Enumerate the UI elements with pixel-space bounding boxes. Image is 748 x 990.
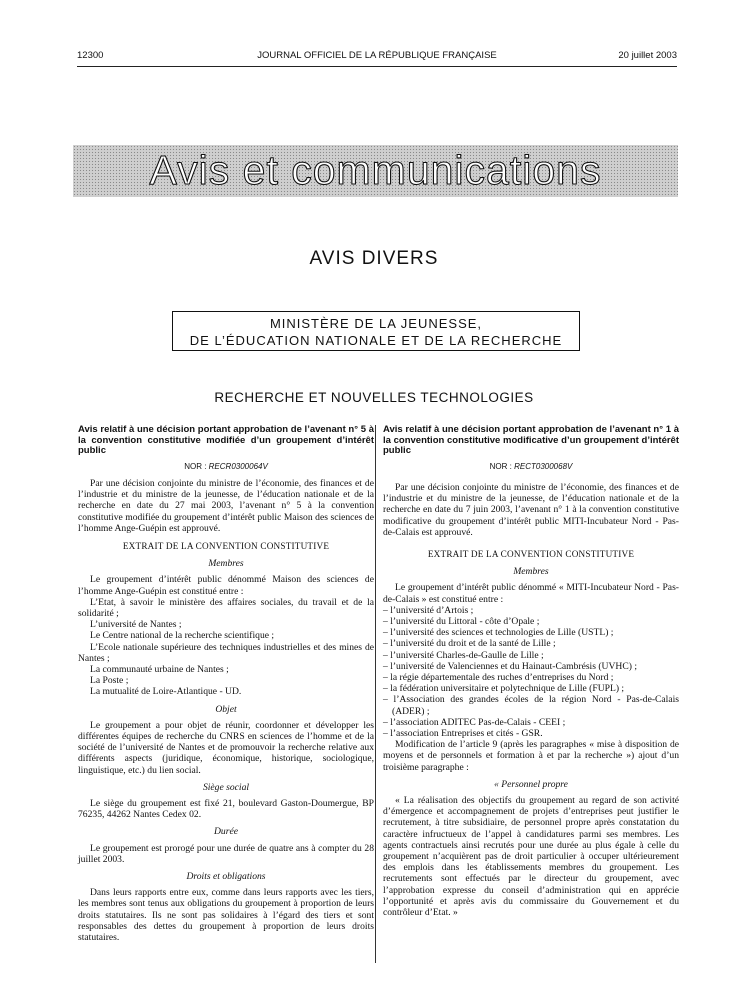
siege-title: Siège social: [202, 781, 250, 793]
left-column: [78, 425, 374, 943]
duree-text: Le groupement est prorogé pour une durée de quatre ans à compter du 28 juillet 2003.: [78, 842, 374, 865]
ministry-box: [172, 311, 580, 351]
column-divider: [375, 425, 376, 963]
siege-text: Le siège du groupement est fixé 21, boulevard Gaston-Doumergue, BP 76235, 44262 Nantes Cedex 02.: [78, 798, 374, 821]
notice-heading: Avis relatif à une décision portant approbation de l’avenant n° 5 à la convention constitutive modifiée d’un groupement d’intérêt public: [78, 424, 374, 457]
member-item: – la régie départementale des ruches d’entreprises du Nord ;: [383, 672, 614, 684]
member-item: Le Centre national de la recherche scientifique ;: [90, 630, 275, 642]
section-banner: [73, 145, 678, 197]
notice-intro: Par une décision conjointe du ministre de l’économie, des finances et de l’industrie et du ministre de la jeunesse, de l’éducation nationale et de la recherche en date du 27 mai 2003, l’avenant n° 5 à la convention constitutive modifiée du groupement d’intérêt public Maison des sciences de l’homme Ange-Guépin est approuvé.: [78, 477, 374, 534]
duree-title: Durée: [214, 826, 238, 838]
section-title: AVIS DIVERS: [309, 248, 439, 269]
member-item: L’Ecole nationale supérieure des techniques industrielles et des mines de Nantes ;: [78, 641, 374, 664]
nor-label: NOR :: [489, 461, 512, 471]
membres-intro: Le groupement d’intérêt public dénommé Maison des sciences de l’homme Ange-Guépin est constitué entre :: [78, 574, 374, 597]
subsection-title: RECHERCHE ET NOUVELLES TECHNOLOGIES: [214, 390, 534, 405]
droits-title: Droits et obligations: [186, 871, 266, 883]
nor-reference: [78, 461, 374, 472]
membres-title: Membres: [513, 566, 549, 578]
member-item: La Poste ;: [90, 675, 129, 687]
notice-heading: Avis relatif à une décision portant approbation de l’avenant n° 1 à la convention constitutive modificative d’un groupement d’intérêt public: [383, 424, 679, 457]
notice-intro: Par une décision conjointe du ministre de l’économie, des finances et de l’industrie et du ministre de la jeunesse, de l’éducation nationale et de la recherche en date du 7 juin 2003, l’avenant n° 1 à la convention constitutive modificative du groupement d’intérêt public MITI-Incubateur Nord - Pas-de-Calais est approuvé.: [383, 481, 679, 538]
member-item: – l’association ADITEC Pas-de-Calais - CEEI ;: [383, 716, 566, 728]
nor-code: RECR0300064V: [208, 461, 268, 471]
page-header: [77, 50, 677, 64]
nor-label: NOR :: [184, 461, 207, 471]
member-item: – l’université du droit et de la santé de Lille ;: [383, 638, 556, 650]
objet-text: Le groupement a pour objet de réunir, coordonner et développer les différentes équipes de recherche du CNRS en sciences de l’homme et de la société de l’université de Nantes et de promouvoir la recherche relative aux différents aspects (juridique, économique, historique, sociologique, linguistique, etc.) du lien social.: [78, 719, 374, 776]
personnel-text: « La réalisation des objectifs du groupement au regard de son activité d’émergence et accompagnement de projets d’entreprises peut justifier le recrutement, à titre subsidiaire, de personnel propre après constatation du caractère infructueux de l’appel à candidatures parmi ses membres. Les agents contractuels ainsi recrutés pour une durée au plus égale à celle du groupement n’acquièrent pas de droit particulier à occuper ultérieurement des emplois dans les établissements membres du groupement. Les recrutements sont effectués par le directeur du groupement, avec l’approbation expresse du conseil d’administration qui en apprécie l’opportunité et après avis du commissaire du Gouvernement et du contrôleur d’Etat. »: [383, 795, 679, 919]
member-item: – l’université des sciences et technologies de Lille (USTL) ;: [383, 627, 614, 639]
member-item: – l’association Entreprises et cités - GSR.: [383, 728, 543, 740]
member-item: L’université de Nantes ;: [90, 619, 182, 631]
personnel-title: « Personnel propre: [494, 778, 568, 790]
member-item: – l’université d’Artois ;: [383, 604, 474, 616]
issue-date: 20 juillet 2003: [618, 50, 677, 61]
member-item: – la fédération universitaire et polytechnique de Lille (FUPL) ;: [383, 683, 625, 695]
right-column: [383, 425, 679, 918]
member-item: La communauté urbaine de Nantes ;: [90, 664, 229, 676]
modification-text: Modification de l’article 9 (après les paragraphes « mise à disposition de moyens et de personnels et formation à et par la recherche ») ajout d’un troisième paragraphe :: [383, 739, 679, 773]
member-item: L’Etat, à savoir le ministère des affaires sociales, du travail et de la solidarité ;: [78, 596, 374, 620]
membres-title: Membres: [208, 558, 244, 570]
membres-intro: Le groupement d’intérêt public dénommé « MITI-Incubateur Nord - Pas-de-Calais » est constitué entre :: [383, 582, 679, 605]
ministry-line-1: MINISTÈRE DE LA JEUNESSE,: [269, 316, 483, 331]
journal-title: JOURNAL OFFICIEL DE LA RÉPUBLIQUE FRANÇAISE: [257, 50, 497, 61]
nor-code: RECT0300068V: [514, 461, 573, 471]
extract-title: EXTRAIT DE LA CONVENTION CONSTITUTIVE: [122, 541, 330, 551]
droits-text: Dans leurs rapports entre eux, comme dans leurs rapports avec les tiers, les membres sont tenus aux obligations du groupement à proportion de leurs droits statutaires. Ils ne sont pas solidaires à l’égard des tiers et sont responsables des dettes du groupement à proportion de leurs droits statutaires.: [78, 887, 374, 944]
member-item: La mutualité de Loire-Atlantique - UD.: [90, 686, 242, 698]
ministry-line-2: DE L’ÉDUCATION NATIONALE ET DE LA RECHERCHE: [189, 333, 563, 348]
member-item: – l’Association des grandes écoles de la région Nord - Pas-de-Calais (ADER) ;: [383, 694, 679, 717]
extract-title: EXTRAIT DE LA CONVENTION CONSTITUTIVE: [427, 549, 635, 559]
page-number: 12300: [77, 50, 104, 61]
banner-title: Avis et communications: [149, 147, 602, 193]
member-item: – l’université Charles-de-Gaulle de Lille ;: [383, 649, 544, 661]
objet-title: Objet: [215, 703, 237, 715]
member-item: – l’université du Littoral - côte d’Opale ;: [383, 616, 540, 628]
member-item: – l’université de Valenciennes et du Hainaut-Cambrésis (UVHC) ;: [383, 660, 637, 672]
header-rule: [77, 66, 677, 67]
nor-reference: [383, 461, 679, 472]
